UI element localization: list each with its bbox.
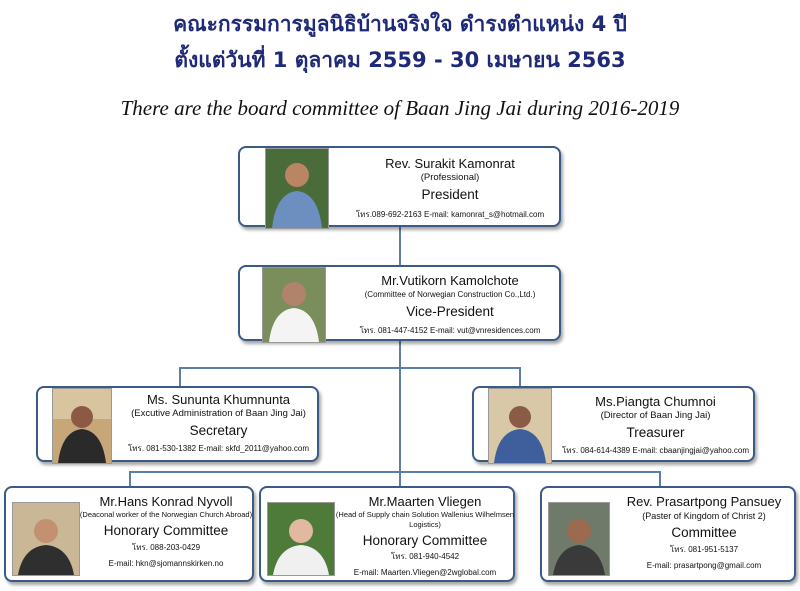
- member-name: Ms. Sununta Khumnunta: [146, 392, 291, 407]
- committee2-photo: [267, 502, 335, 576]
- connector-committees: [130, 472, 660, 486]
- member-name: Mr.Hans Konrad Nyvoll: [99, 494, 233, 509]
- vice-president-photo: [262, 267, 326, 343]
- member-contact: โทร. 081-447-4152 E-mail: vut@vnresidences.com: [359, 326, 541, 335]
- connector-officers: [180, 368, 520, 386]
- treasurer-photo: [488, 388, 552, 464]
- member-org: (Paster of Kingdom of Christ 2): [642, 511, 766, 521]
- member-org: (Deaconal worker of the Norwegian Church Abroad): [79, 510, 253, 519]
- member-position: Secretary: [189, 423, 248, 438]
- president-photo: [265, 148, 329, 229]
- member-email: E-mail: prasartpong@gmail.com: [646, 561, 762, 570]
- member-name: Mr.Vutikorn Kamolchote: [381, 273, 519, 288]
- committee3-photo: [548, 502, 610, 576]
- member-name: Mr.Maarten Vliegen: [368, 494, 482, 509]
- member-position: Committee: [671, 525, 737, 540]
- secretary-photo: [52, 388, 112, 464]
- member-name: Rev. Prasartpong Pansuey: [626, 494, 782, 509]
- member-position: Treasurer: [626, 425, 685, 440]
- member-contact: โทร. 084-614-4389 E-mail: cbaanjingjai@yahoo.com: [562, 446, 749, 455]
- member-org: (Head of Supply chain Solution Wallenius Wilhelmsen Logistics): [335, 510, 515, 529]
- member-contact: โทร. 081-530-1382 E-mail: skfd_2011@yahoo.com: [127, 444, 310, 453]
- treasurer-card: [472, 386, 755, 462]
- member-phone: โทร. 081-951-5137: [669, 545, 739, 554]
- thai-title-line-2: ตั้งแต่วันที่ 1 ตุลาคม 2559 - 30 เมษายน 2563: [174, 48, 626, 72]
- member-name: Ms.Piangta Chumnoi: [595, 394, 716, 409]
- member-phone: โทร. 088-203-0429: [131, 543, 201, 552]
- member-position: Vice-President: [406, 304, 494, 319]
- member-position: Honorary Committee: [362, 533, 488, 548]
- committee1-photo: [12, 502, 80, 576]
- honorary-committee-card-2: [259, 486, 515, 582]
- member-position: President: [421, 187, 479, 202]
- committee-card-3: [540, 486, 796, 582]
- thai-title-line-1: คณะกรรมการมูลนิธิบ้านจริงใจ ดำรงตำแหน่ง 4 ปี: [173, 12, 627, 36]
- secretary-card: [36, 386, 319, 462]
- member-email: E-mail: hkn@sjomannskirken.no: [108, 559, 224, 568]
- member-phone: โทร. 081-940-4542: [390, 552, 460, 561]
- member-name: Rev. Surakit Kamonrat: [385, 156, 515, 171]
- member-org: (Excutive Administration of Baan Jing Jai): [131, 408, 306, 419]
- english-subtitle: There are the board committee of Baan Jing Jai during 2016-2019: [120, 96, 680, 120]
- member-position: Honorary Committee: [103, 523, 229, 538]
- honorary-committee-card-1: [4, 486, 254, 582]
- member-org: (Professional): [420, 172, 480, 183]
- member-contact: โทร.089-692-2163 E-mail: kamonrat_s@hotmail.com: [355, 210, 545, 219]
- president-card: [238, 146, 561, 227]
- vice-president-card: [238, 265, 561, 341]
- member-org: (Committee of Norwegian Construction Co.,Ltd.): [364, 290, 536, 299]
- member-org: (Director of Baan Jing Jai): [600, 410, 711, 421]
- member-email: E-mail: Maarten.Vliegen@2wglobal.com: [353, 568, 497, 577]
